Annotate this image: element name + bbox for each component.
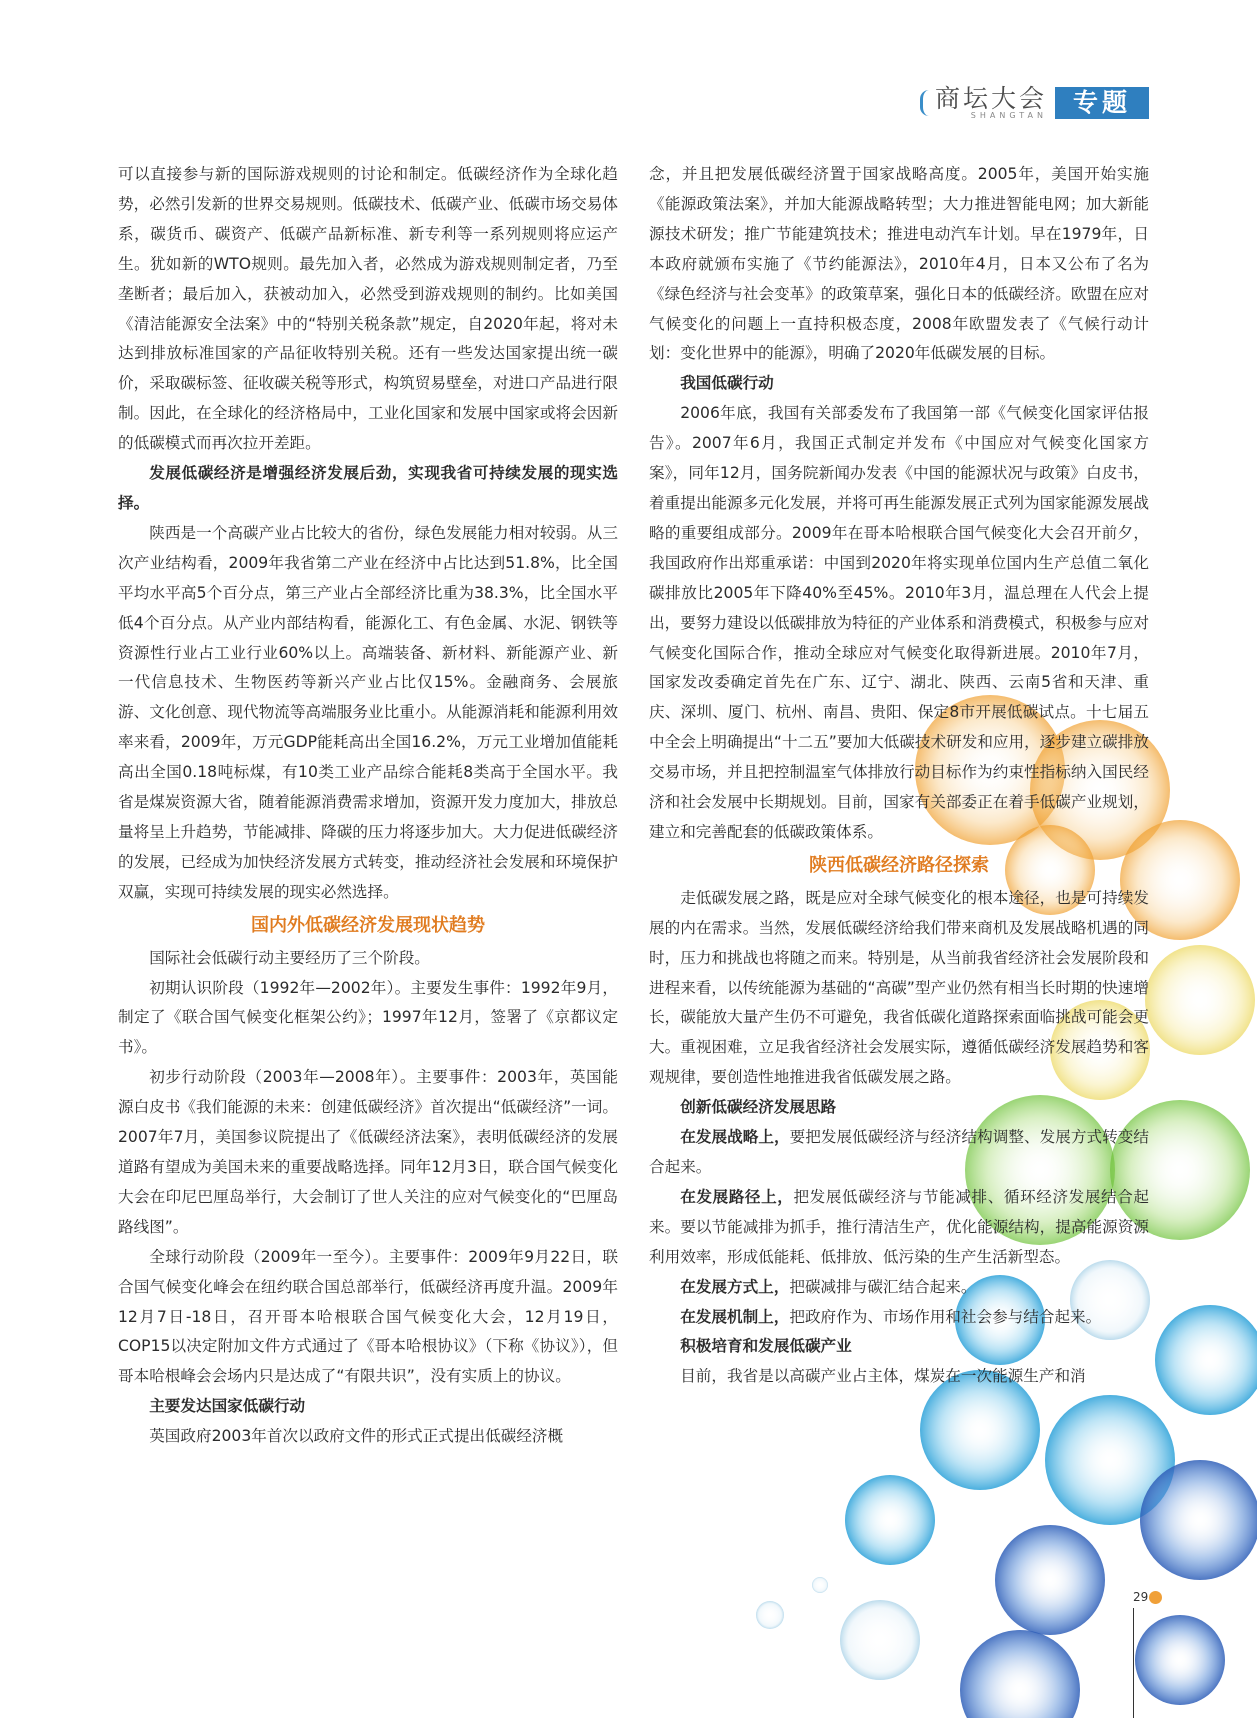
paragraph: 初期认识阶段（1992年—2002年）。主要发生事件：1992年9月，制定了《联合国气候变化框架公约》；1997年12月，签署了《京都议定书》。 [118,978,618,1057]
paragraph: 目前，我省是以高碳产业占主体，煤炭在一次能源生产和消 [680,1367,1086,1386]
paragraph: 英国政府2003年首次以政府文件的形式正式提出低碳经济概 [149,1427,564,1446]
lead-in: 在发展战略上， [680,1128,790,1147]
paragraph: 2006年底，我国有关部委发布了我国第一部《气候变化国家评估报告》。2007年6月，我国正式制定并发布《中国应对气候变化国家方案》，同年12月，国务院新闻办发表《中国的能源状况与政策》白皮书，着重提出能源多元化发展，并将可再生能源发展正式列为国家能源发展战略的重要组成部分。2009年在哥本哈根联合国气候变化大会召开前夕，我国政府作出郑重承诺：中国到2020年将实现单位国内生产总值二氧化碳排放比2005年下降40%至45%。2010年3月，温总理在人代会上提出，要努力建设以低碳排放为特征的产业体系和消费模式，积极参与应对气候变化国际合作，推动全球应对气候变化取得新进展。2010年7月，国家发改委确定首先在广东、辽宁、湖北、陕西、云南5省和天津、重庆、深圳、厦门、杭州、南昌、贵阳、保定8市开展低碳试点。十七届五中全会上明确提出“十二五”要加大低碳技术研发和应用，逐步建立碳排放交易市场，并且把控制温室气体排放行动目标作为约束性指标纳入国民经济和社会发展中长期规划。目前，国家有关部委正在着手低碳产业规划，建立和完善配套的低碳政策体系。 [649,404,1149,841]
paragraph [649,1273,1149,1303]
paragraph [649,1183,1149,1273]
page-badge-icon [1149,1591,1162,1604]
magazine-column-pinyin: SHANGTAN [970,111,1047,120]
left-column [118,160,618,1452]
subheading-china-action: 我国低碳行动 [680,374,774,393]
subheading-industry: 积极培育和发展低碳产业 [680,1337,852,1356]
bold-paragraph: 发展低碳经济是增强经济发展后劲，实现我省可持续发展的现实选择。 [118,464,618,512]
subheading-ideas: 创新低碳经济发展思路 [680,1098,837,1117]
paragraph: 走低碳发展之路，既是应对全球气候变化的根本途径，也是可持续发展的内在需求。当然，发展低碳经济给我们带来商机及发展战略机遇的同时，压力和挑战也将随之而来。特别是，从当前我省经济社会发展阶段和进程来看，以传统能源为基础的“高碳”型产业仍然有相当长时期的快速增长，碳能放大量产生仍不可避免，我省低碳化道路探索面临挑战可能会更大。重视困难，立足我省经济社会发展实际，遵循低碳经济发展趋势和客观规律，要创造性地推进我省低碳发展之路。 [649,888,1149,1087]
subheading-developed-countries: 主要发达国家低碳行动 [149,1397,306,1416]
page-number [1133,1590,1162,1604]
magazine-column [935,86,1047,120]
header-bracket [920,90,929,116]
paragraph: 念，并且把发展低碳经济置于国家战略高度。2005年，美国开始实施《能源政策法案》，并加大能源战略转型；大力推进智能电网；加大新能源技术研发；推广节能建筑技术；推进电动汽车计划。早在1979年，日本政府就颁布实施了《节约能源法》，2010年4月，日本又公布了名为《绿色经济与社会变革》的政策草案，强化日本的低碳经济。欧盟在应对气候变化的问题上一直持积极态度，2008年欧盟发表了《气候行动计划：变化世界中的能源》，明确了2020年低碳发展的目标。 [649,165,1149,363]
paragraph: 全球行动阶段（2009年一至今）。主要事件：2009年9月22日，联合国气候变化峰会在纽约联合国总部举行，低碳经济再度升温。2009年12月7日-18日，召开哥本哈根联合国气候变化大会，12月19日，COP15以决定附加文件方式通过了《哥本哈根协议》（下称《协议》），但哥本哈根峰会会场内只是达成了“有限共识”，没有实质上的协议。 [118,1247,618,1386]
paragraph-text: 把政府作为、市场作用和社会参与结合起来。 [789,1307,1102,1326]
paragraph: 国际社会低碳行动主要经历了三个阶段。 [149,948,430,967]
paragraph [649,1303,1149,1333]
lead-in: 在发展路径上， [680,1187,794,1206]
page-divider-line [1133,1608,1134,1718]
paragraph: 陕西是一个高碳产业占比较大的省份，绿色发展能力相对较弱。从三次产业结构看，2009年我省第二产业在经济中占比达到51.8%，比全国平均水平高5个百分点，第三产业占全部经济比重为38.3%，比全国水平低4个百分点。从产业内部结构看，能源化工、有色金属、水泥、钢铁等资源性行业占工业行业60%以上。高端装备、新材料、新能源产业、新一代信息技术、生物医药等新兴产业占比仅15%。金融商务、会展旅游、文化创意、现代物流等高端服务业比重小。从能源消耗和能源利用效率来看，2009年，万元GDP能耗高出全国16.2%，万元工业增加值能耗高出全国0.18吨标煤，有10类工业产品综合能耗8类高于全国水平。我省是煤炭资源大省，随着能源消费需求增加，资源开发力度加大，排放总量将呈上升趋势，节能减排、降碳的压力将逐步加大。大力促进低碳经济的发展，已经成为加快经济发展方式转变，推动经济社会发展和环境保护双赢，实现可持续发展的现实必然选择。 [118,523,618,901]
paragraph [649,1123,1149,1183]
paragraph-text: 要把发展低碳经济与经济结构调整、发展方式转变结合起来。 [649,1128,1149,1176]
section-heading-trends: 国内外低碳经济发展现状趋势 [251,914,485,936]
section-header [920,86,1149,120]
section-heading-shaanxi: 陕西低碳经济路径探索 [809,854,989,876]
lead-in: 在发展机制上， [680,1307,790,1326]
magazine-column-title: 商坛大会 [934,84,1047,113]
lead-in: 在发展方式上， [680,1277,790,1296]
page-number-text: 29 [1133,1590,1149,1604]
paragraph: 可以直接参与新的国际游戏规则的讨论和制定。低碳经济作为全球化趋势，必然引发新的世界交易规则。低碳技术、低碳产业、低碳市场交易体系，碳货币、碳资产、低碳产品新标准、新专利等一系列规则将应运产生。犹如新的WTO规则。最先加入者，必然成为游戏规则制定者，乃至垄断者；最后加入，获被动加入，必然受到游戏规则的制约。比如美国《清洁能源安全法案》中的“特别关税条款”规定，自2020年起，将对未达到排放标准国家的产品征收特别关税。还有一些发达国家提出统一碳价，采取碳标签、征收碳关税等形式，构筑贸易壁垒，对进口产品进行限制。因此，在全球化的经济格局中，工业化国家和发展中国家或将会因新的低碳模式而再次拉开差距。 [118,165,618,453]
paragraph: 初步行动阶段（2003年—2008年）。主要事件：2003年，英国能源白皮书《我们能源的未来：创建低碳经济》首次提出“低碳经济”一词。2007年7月，美国参议院提出了《低碳经济法案》，表明低碳经济的发展道路有望成为美国未来的重要战略选择。同年12月3日，联合国气候变化大会在印尼巴厘岛举行，大会制订了世人关注的应对气候变化的“巴厘岛路线图”。 [118,1068,618,1236]
paragraph-text: 把发展低碳经济与节能减排、循环经济发展结合起来。要以节能减排为抓手，推行清洁生产，优化能源结构，提高能源资源利用效率，形成低能耗、低排放、低污染的生产生活新型态。 [649,1187,1149,1266]
paragraph-text: 把碳减排与碳汇结合起来。 [789,1277,977,1296]
topic-badge: 专题 [1055,87,1149,119]
right-column [649,160,1149,1392]
